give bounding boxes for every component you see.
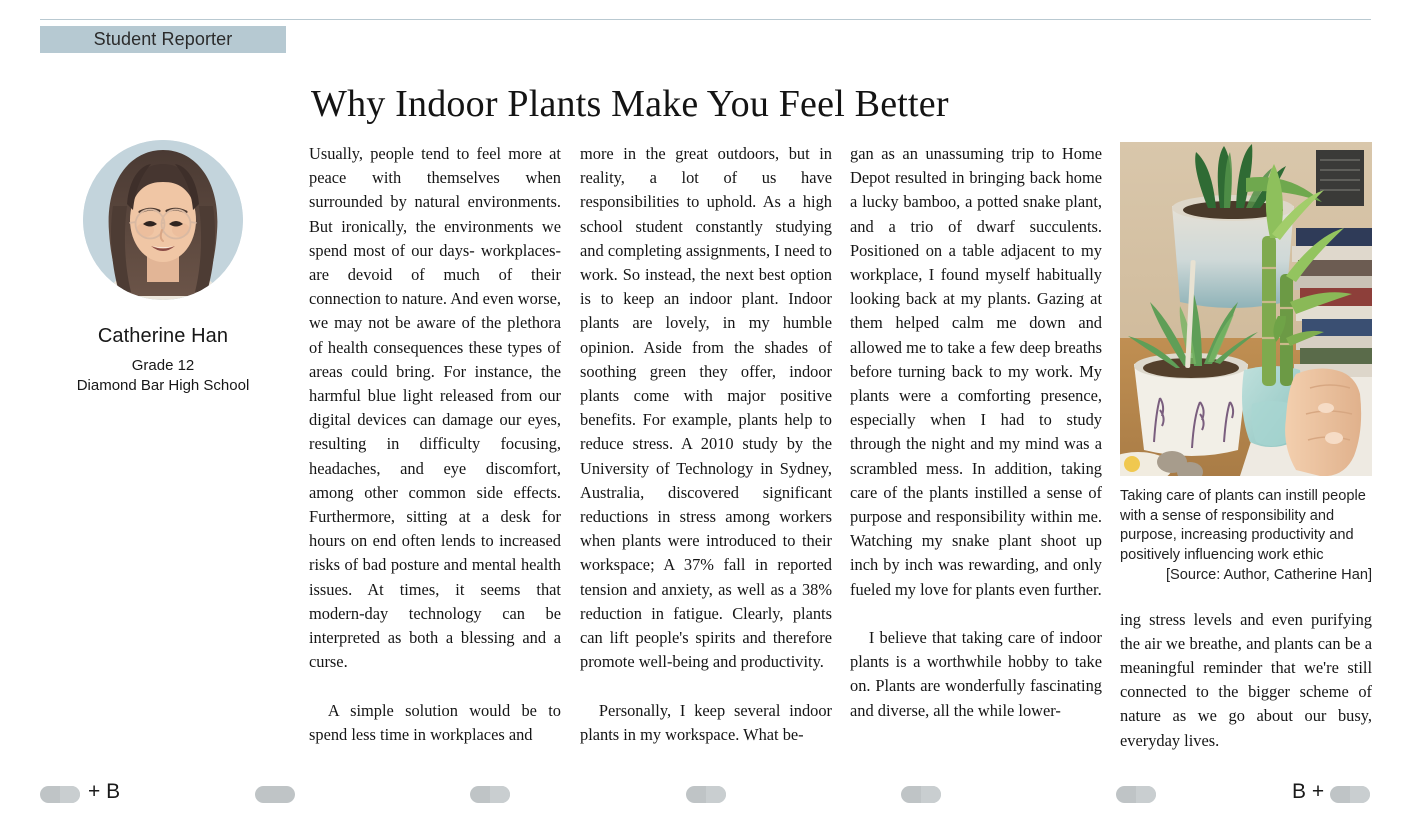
article-column-3 [850,142,1102,790]
photo-caption-source: [Source: Author, Catherine Han] [1165,567,1372,583]
paragraph: Usually, people tend to feel more at peace with themselves when surrounded by natural environments. But ironically, the environments we spend most of our days- workplaces- are devoid of much of their connection to nature. And even worse, we may not be aware of the plethora of health consequences these types of areas could bring. For instance, the harmful blue light released from our digital devices can damage our eyes, resulting in difficulty focusing, headaches, and eye discomfort, among other common side effects. Furthermore, sitting at a desk for hours on end often lends to increased risks of bad posture and mental health issues. At times, it seems that modern-day technology can be interpreted as both a blessing and a curse. [309,144,561,672]
article-column-4 [1120,142,1372,753]
author-name: Catherine Han [97,325,229,347]
photo-caption-text: Taking care of plants can instill people with a sense of responsibility and purpose, increasing productivity and positively influencing work ethic [1120,488,1366,563]
author-grade: Grade 12 [131,357,195,374]
section-kicker-label: Student Reporter [93,29,233,49]
paragraph: A simple solution would be to spend less time in workplaces and [309,700,561,744]
paragraph: gan as an unassuming trip to Home Depot resulted in bringing back home a lucky bamboo, a potted snake plant, and a trio of dwarf succulents. Positioned on a table adjacent to my workplace, I found myself habitually looking back at my plants. Gazing at them helped calm me down and allowed me to take a few deep breaths before turning back to my work. My plants were a comforting presence, especially when I had to study through the night and my mind was a scrambled mess. In addition, taking care of the plants instilled a sense of purpose and responsibility within me. Watching my snake plant shoot up inch by inch was rewarding, and only fueled my love for plants even further. [850,144,1102,599]
article-photo [1120,142,1372,476]
plants-on-desk-photo-icon [1120,142,1372,476]
layout-pill-marker[interactable] [255,786,295,803]
layout-pill-marker[interactable] [901,786,941,803]
paragraph: Personally, I keep several indoor plants in my workspace. What be- [580,700,832,744]
author-portrait-icon [83,140,243,300]
article-headline: Why Indoor Plants Make You Feel Better [311,83,949,126]
author-portrait-avatar [83,140,243,300]
article-column-1 [309,142,561,790]
author-byline-block [40,140,286,394]
paragraph: ing stress levels and even purifying the air we breathe, and plants can be a meaningful reminder that we're still connected to the bigger scheme of nature as we go about our busy, everyday lives. [1120,609,1372,750]
article-column-2 [580,142,832,790]
right-corner-mark: B + [1292,780,1325,803]
layout-pill-marker[interactable] [470,786,510,803]
paragraph: I believe that taking care of indoor plants is a worthwhile hobby to take on. Plants are wonderfully fascinating and diverse, all the while lower- [850,628,1102,720]
paragraph: more in the great outdoors, but in reality, a lot of us have responsibilities to uphold. As a high school student constantly studying and completing assignments, I need to work. So instead, the next best option is to keep an indoor plant. Indoor plants are lovely, in my humble opinion. Aside from the shades of soothing green they offer, indoor plants come with major positive benefits. For example, plants help to reduce stress. A 2010 study by the University of Technology in Sydney, Australia, discovered significant reductions in stress among workers when plants were introduced to their workspace; A 37% fall in reported tension and anxiety, as well as a 38% reduction in fatigue. Clearly, plants can lift people's spirits and therefore promote well-being and productivity. [580,144,832,672]
article-column-4-body [1120,608,1372,753]
bottom-marker-bar [0,780,1410,819]
section-kicker-banner [40,26,286,53]
top-divider-rule [40,19,1371,20]
author-school: Diamond Bar High School [76,377,250,394]
left-corner-mark: + B [88,780,121,803]
layout-pill-marker[interactable] [1330,786,1370,803]
photo-caption [1120,487,1372,586]
layout-pill-marker[interactable] [1116,786,1156,803]
layout-pill-marker[interactable] [686,786,726,803]
layout-pill-marker[interactable] [40,786,80,803]
